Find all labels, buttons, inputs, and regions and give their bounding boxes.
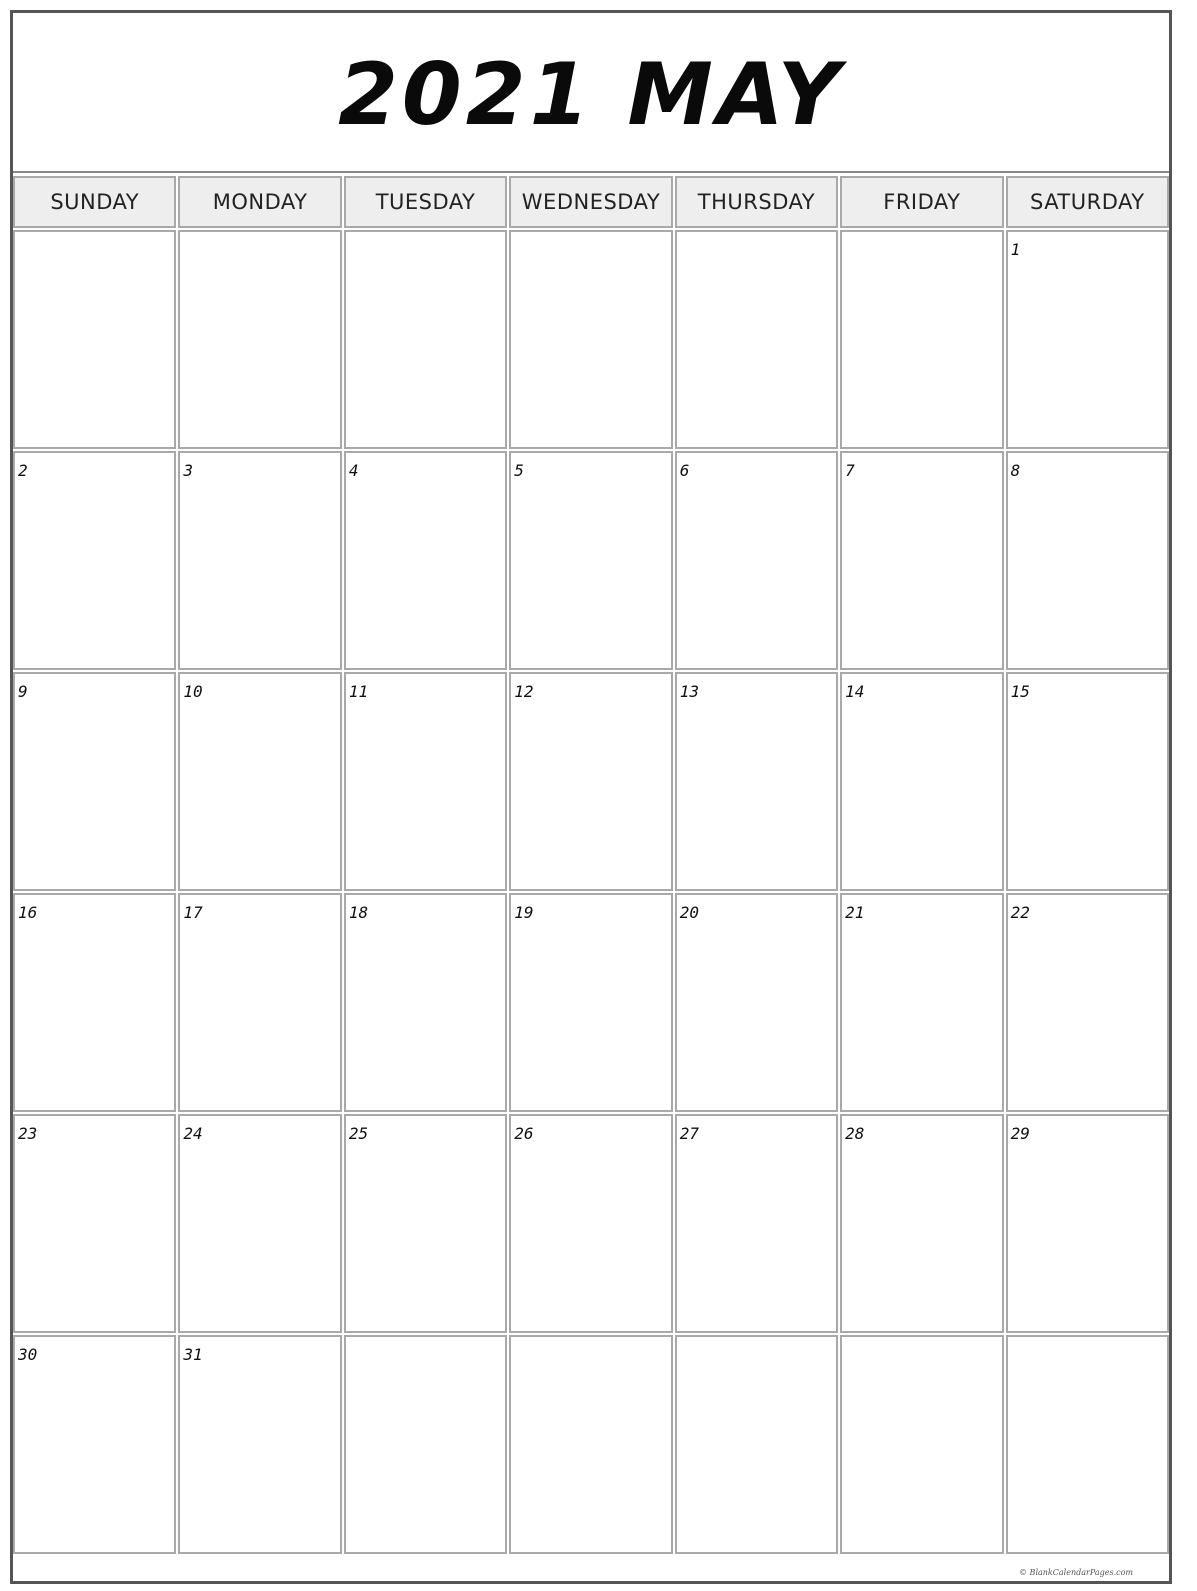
- day-number: 9: [18, 682, 28, 701]
- calendar-title: 2021 MAY: [338, 45, 844, 145]
- day-cell: [675, 1114, 838, 1333]
- weekday-friday: FRIDAY: [840, 176, 1003, 228]
- day-cell: [1006, 1114, 1169, 1333]
- day-cell: [675, 672, 838, 891]
- weekday-wednesday: WEDNESDAY: [509, 176, 672, 228]
- day-number: 19: [514, 903, 534, 922]
- day-cell: [344, 230, 507, 449]
- day-number: 2: [18, 461, 28, 480]
- day-number: 28: [845, 1124, 865, 1143]
- day-cell: [1006, 230, 1169, 449]
- day-cell: [178, 1335, 341, 1554]
- day-number: 31: [183, 1345, 203, 1364]
- day-cell: [13, 672, 176, 891]
- weekday-thursday: THURSDAY: [675, 176, 838, 228]
- day-number: 14: [845, 682, 865, 701]
- day-number: 24: [183, 1124, 203, 1143]
- day-number: 22: [1010, 903, 1030, 922]
- weeks-grid: [13, 230, 1169, 1554]
- day-cell: [13, 893, 176, 1112]
- day-cell: [1006, 672, 1169, 891]
- day-cell: [344, 672, 507, 891]
- day-number: 13: [679, 682, 699, 701]
- credit-text: © BlankCalendarPages.com: [1019, 1568, 1133, 1577]
- day-number: 1: [1010, 240, 1021, 259]
- day-cell: [675, 230, 838, 449]
- day-cell: [344, 1114, 507, 1333]
- calendar-grid: [13, 176, 1169, 1554]
- day-number: 23: [18, 1124, 38, 1143]
- day-number: 27: [679, 1124, 699, 1143]
- day-number: 6: [679, 461, 690, 480]
- day-number: 10: [183, 682, 203, 701]
- weekday-header-row: [13, 176, 1169, 228]
- day-cell: [1006, 451, 1169, 670]
- title-band: [13, 13, 1169, 173]
- weekday-monday: MONDAY: [178, 176, 341, 228]
- day-cell: [344, 451, 507, 670]
- day-cell: [178, 230, 341, 449]
- day-cell: [840, 672, 1003, 891]
- day-cell: [13, 230, 176, 449]
- weekday-sunday: SUNDAY: [13, 176, 176, 228]
- day-number: 7: [845, 461, 855, 480]
- day-cell: [840, 1114, 1003, 1333]
- weekday-tuesday: TUESDAY: [344, 176, 507, 228]
- day-cell: [840, 230, 1003, 449]
- day-number: 11: [348, 682, 369, 701]
- day-number: 29: [1010, 1124, 1030, 1143]
- day-number: 5: [514, 461, 524, 480]
- day-cell: [13, 451, 176, 670]
- day-cell: [509, 893, 672, 1112]
- day-number: 4: [348, 461, 359, 480]
- day-cell: [840, 1335, 1003, 1554]
- day-cell: [675, 893, 838, 1112]
- day-cell: [675, 451, 838, 670]
- day-number: 25: [348, 1124, 369, 1143]
- day-cell: [509, 1335, 672, 1554]
- day-number: 15: [1010, 682, 1030, 701]
- day-number: 12: [514, 682, 534, 701]
- day-number: 3: [183, 461, 194, 480]
- day-cell: [509, 672, 672, 891]
- day-cell: [13, 1114, 176, 1333]
- day-cell: [178, 451, 341, 670]
- day-cell: [1006, 893, 1169, 1112]
- day-cell: [509, 230, 672, 449]
- day-number: 21: [845, 903, 865, 922]
- day-number: 8: [1010, 461, 1021, 480]
- day-cell: [675, 1335, 838, 1554]
- day-number: 17: [183, 903, 203, 922]
- day-number: 16: [18, 903, 38, 922]
- day-number: 20: [679, 903, 699, 922]
- day-cell: [344, 893, 507, 1112]
- day-cell: [509, 451, 672, 670]
- day-number: 30: [18, 1345, 38, 1364]
- day-cell: [344, 1335, 507, 1554]
- calendar-frame: [10, 10, 1172, 1584]
- day-cell: [13, 1335, 176, 1554]
- day-number: 26: [514, 1124, 534, 1143]
- day-cell: [178, 893, 341, 1112]
- day-cell: [840, 451, 1003, 670]
- day-cell: [178, 672, 341, 891]
- day-cell: [509, 1114, 672, 1333]
- day-cell: [178, 1114, 341, 1333]
- day-number: 18: [348, 903, 369, 922]
- day-cell: [1006, 1335, 1169, 1554]
- day-cell: [840, 893, 1003, 1112]
- weekday-saturday: SATURDAY: [1006, 176, 1169, 228]
